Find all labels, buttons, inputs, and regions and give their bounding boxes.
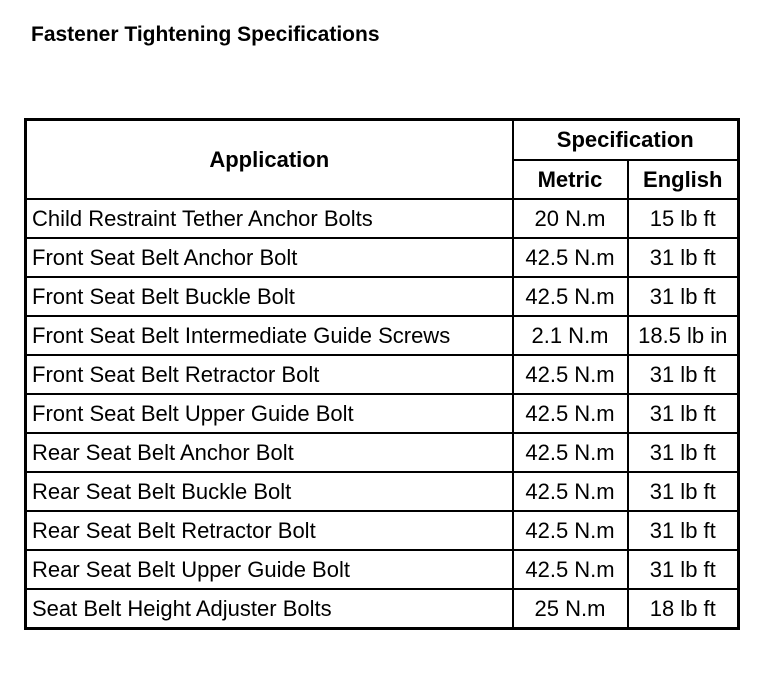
header-row-1 — [26, 120, 739, 161]
english-cell: 31 lb ft — [628, 511, 739, 550]
metric-cell: 2.1 N.m — [513, 316, 628, 355]
metric-cell: 42.5 N.m — [513, 277, 628, 316]
application-cell: Seat Belt Height Adjuster Bolts — [26, 589, 513, 629]
table-row — [26, 199, 739, 238]
table-row — [26, 511, 739, 550]
application-cell: Front Seat Belt Intermediate Guide Screws — [26, 316, 513, 355]
english-cell: 15 lb ft — [628, 199, 739, 238]
application-cell: Rear Seat Belt Upper Guide Bolt — [26, 550, 513, 589]
table-row — [26, 394, 739, 433]
english-cell: 31 lb ft — [628, 355, 739, 394]
application-cell: Rear Seat Belt Retractor Bolt — [26, 511, 513, 550]
specification-header: Specification — [513, 120, 739, 161]
metric-cell: 42.5 N.m — [513, 433, 628, 472]
metric-cell: 20 N.m — [513, 199, 628, 238]
fastener-spec-table — [24, 118, 740, 630]
application-cell: Rear Seat Belt Anchor Bolt — [26, 433, 513, 472]
english-cell: 31 lb ft — [628, 472, 739, 511]
application-cell: Front Seat Belt Retractor Bolt — [26, 355, 513, 394]
english-cell: 31 lb ft — [628, 277, 739, 316]
application-cell: Front Seat Belt Buckle Bolt — [26, 277, 513, 316]
english-cell: 31 lb ft — [628, 433, 739, 472]
application-cell: Child Restraint Tether Anchor Bolts — [26, 199, 513, 238]
metric-cell: 25 N.m — [513, 589, 628, 629]
english-cell: 31 lb ft — [628, 394, 739, 433]
page-title: Fastener Tightening Specifications — [31, 23, 380, 46]
table-row — [26, 550, 739, 589]
english-header: English — [628, 160, 739, 199]
english-cell: 18 lb ft — [628, 589, 739, 629]
table-row — [26, 472, 739, 511]
table-header — [26, 120, 739, 200]
metric-cell: 42.5 N.m — [513, 238, 628, 277]
metric-cell: 42.5 N.m — [513, 550, 628, 589]
table-body — [26, 199, 739, 629]
table-row — [26, 238, 739, 277]
table-row — [26, 433, 739, 472]
metric-cell: 42.5 N.m — [513, 394, 628, 433]
table-row — [26, 589, 739, 629]
english-cell: 31 lb ft — [628, 238, 739, 277]
application-cell: Front Seat Belt Anchor Bolt — [26, 238, 513, 277]
table-row — [26, 316, 739, 355]
table-row — [26, 277, 739, 316]
metric-header: Metric — [513, 160, 628, 199]
metric-cell: 42.5 N.m — [513, 511, 628, 550]
metric-cell: 42.5 N.m — [513, 355, 628, 394]
application-cell: Front Seat Belt Upper Guide Bolt — [26, 394, 513, 433]
english-cell: 31 lb ft — [628, 550, 739, 589]
application-header: Application — [26, 120, 513, 200]
table-row — [26, 355, 739, 394]
english-cell: 18.5 lb in — [628, 316, 739, 355]
application-cell: Rear Seat Belt Buckle Bolt — [26, 472, 513, 511]
metric-cell: 42.5 N.m — [513, 472, 628, 511]
